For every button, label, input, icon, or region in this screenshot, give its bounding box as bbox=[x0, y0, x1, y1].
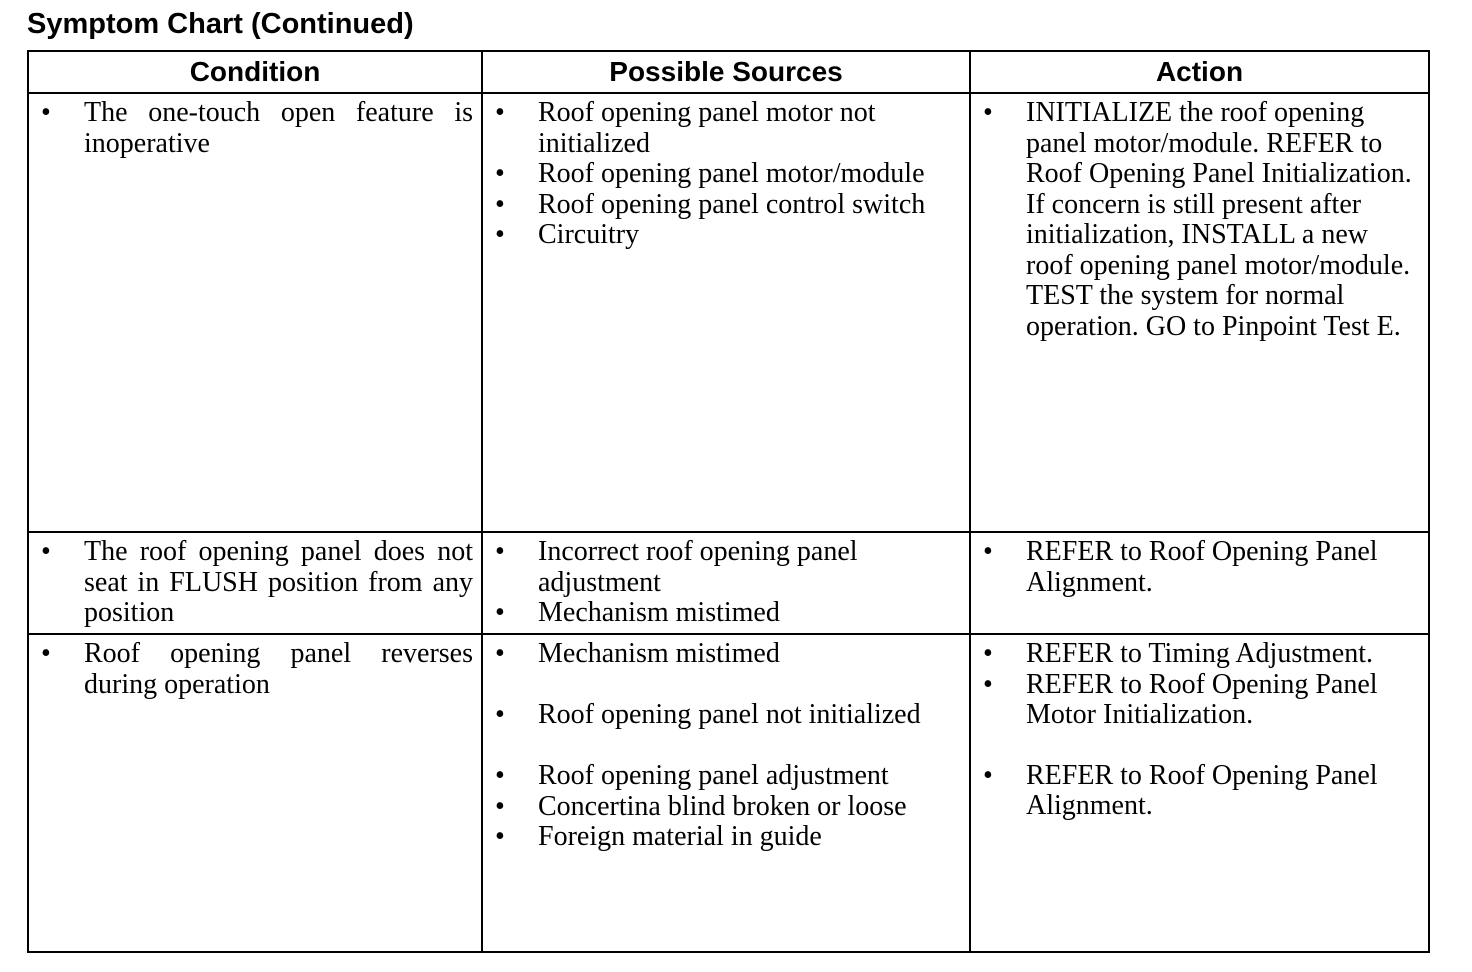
condition-item: • The roof opening panel does not seat in FLUSH position from any position bbox=[29, 537, 473, 629]
column-header-condition: Condition bbox=[28, 51, 482, 93]
action-cell bbox=[970, 634, 1429, 952]
table-row bbox=[28, 532, 1429, 634]
sources-cell bbox=[482, 532, 970, 634]
table-row bbox=[28, 93, 1429, 532]
condition-cell bbox=[28, 532, 482, 634]
source-item: • Concertina blind broken or loose bbox=[483, 792, 961, 823]
symptom-chart-table bbox=[27, 50, 1430, 953]
source-item: • Roof opening panel motor not initialized bbox=[483, 98, 961, 159]
action-list bbox=[971, 635, 1428, 822]
condition-item: • Roof opening panel reverses during operation bbox=[29, 639, 473, 700]
action-item: • REFER to Roof Opening Panel Alignment. bbox=[971, 761, 1420, 822]
condition-cell bbox=[28, 634, 482, 952]
action-cell bbox=[970, 532, 1429, 634]
column-header-action: Action bbox=[970, 51, 1429, 93]
column-header-possible-sources: Possible Sources bbox=[482, 51, 970, 93]
source-item: • Roof opening panel not initialized bbox=[483, 700, 961, 731]
source-item: • Roof opening panel motor/module bbox=[483, 159, 961, 190]
condition-list bbox=[29, 533, 481, 629]
action-list bbox=[971, 94, 1428, 342]
sources-list bbox=[483, 635, 969, 853]
action-item: • REFER to Timing Adjustment. bbox=[971, 639, 1420, 670]
page-title: Symptom Chart (Continued) bbox=[27, 8, 414, 40]
table-row bbox=[28, 634, 1429, 952]
source-item: • Mechanism mistimed bbox=[483, 639, 961, 670]
action-item: • REFER to Roof Opening Panel Motor Initialization. bbox=[971, 670, 1420, 731]
source-item: • Roof opening panel control switch bbox=[483, 190, 961, 221]
source-item: • Mechanism mistimed bbox=[483, 598, 961, 629]
sources-list bbox=[483, 533, 969, 629]
action-cell bbox=[970, 93, 1429, 532]
action-list bbox=[971, 533, 1428, 598]
source-item: • Incorrect roof opening panel adjustment bbox=[483, 537, 961, 598]
condition-list bbox=[29, 635, 481, 700]
source-item: • Foreign material in guide bbox=[483, 822, 961, 853]
source-item: • Roof opening panel adjustment bbox=[483, 761, 961, 792]
sources-list bbox=[483, 94, 969, 251]
sources-cell bbox=[482, 93, 970, 532]
table-header-row bbox=[28, 51, 1429, 93]
action-item: • INITIALIZE the roof opening panel motor/module. REFER to Roof Opening Panel Initialization. If concern is still present after initialization, INSTALL a new roof opening panel motor/module. TEST the system for normal operation. GO to Pinpoint Test E. bbox=[971, 98, 1420, 342]
source-item: • Circuitry bbox=[483, 220, 961, 251]
action-item: • REFER to Roof Opening Panel Alignment. bbox=[971, 537, 1420, 598]
sources-cell bbox=[482, 634, 970, 952]
condition-list bbox=[29, 94, 481, 159]
condition-cell bbox=[28, 93, 482, 532]
condition-item: • The one-touch open feature is inoperative bbox=[29, 98, 473, 159]
